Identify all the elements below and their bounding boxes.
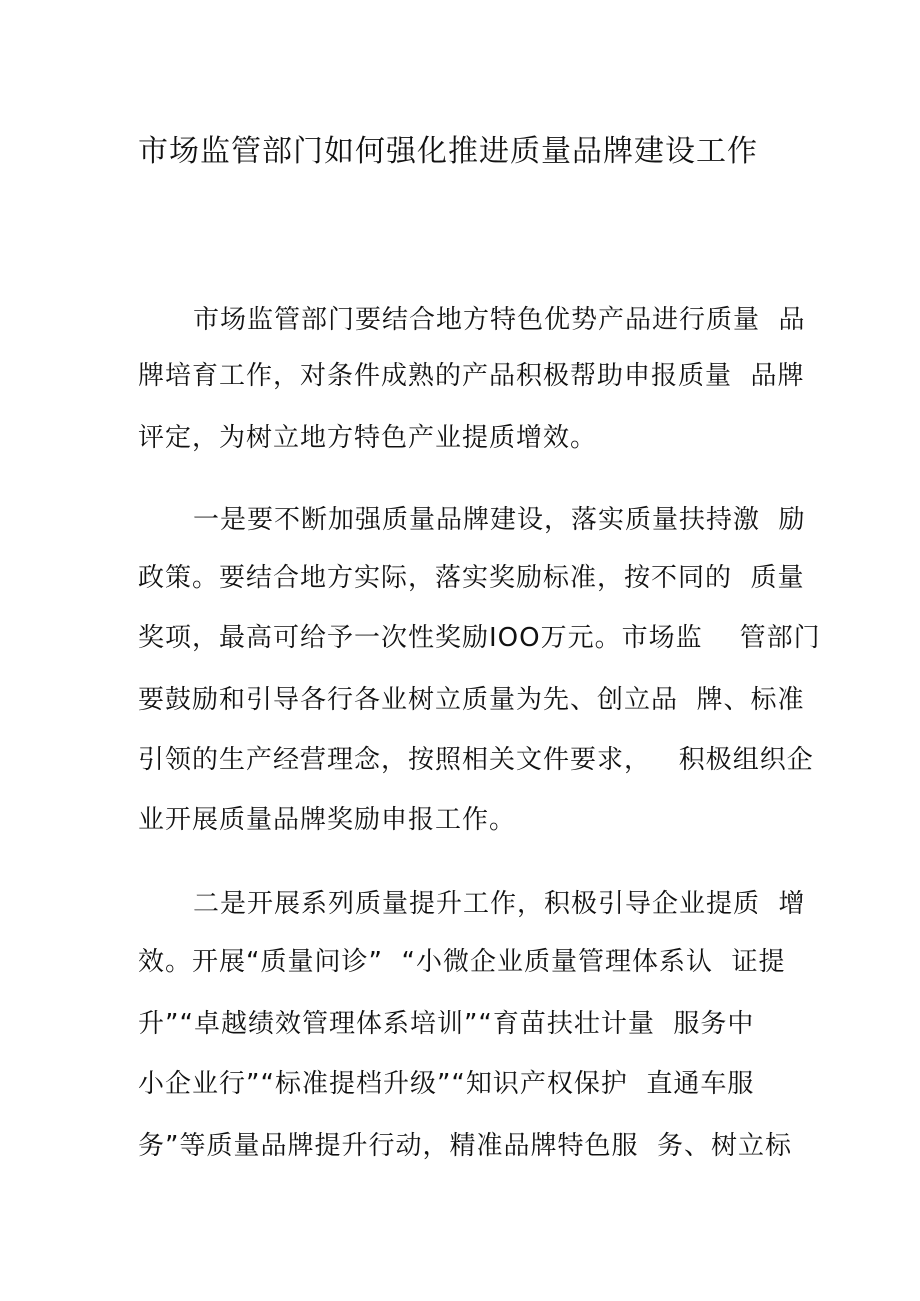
paragraph-line: 务”等质量品牌提升行动，精准品牌特色服 务、树立标	[138, 1131, 792, 1161]
paragraph-line: 效。开展“质量问诊” “小微企业质量管理体系认 证提	[138, 947, 786, 977]
paragraph-line: 引领的生产经营理念，按照相关文件要求， 积极组织企	[138, 745, 814, 775]
paragraph-line: 牌培育工作，对条件成熟的产品积极帮助申报质量 品牌	[138, 361, 805, 391]
paragraph-line: 业开展质量品牌奖励申报工作。	[138, 805, 517, 835]
paragraph-line: 小企业行”“标准提档升级”“知识产权保护 直通车服	[138, 1069, 755, 1099]
paragraph-line: 要鼓励和引导各行各业树立质量为先、创立品 牌、标准	[138, 685, 805, 715]
paragraph-line: 市场监管部门要结合地方特色优势产品进行质量 品	[193, 305, 806, 335]
paragraph-line: 政策。要结合地方实际，落实奖励标准，按不同的 质量	[138, 563, 805, 593]
paragraph-line: 奖项，最高可给予一次性奖励IOO万元。市场监 管部门	[138, 623, 821, 653]
paragraph-line: 一是要不断加强质量品牌建设，落实质量扶持激 励	[193, 505, 806, 535]
document-title: 市场监管部门如何强化推进质量品牌建设工作	[138, 134, 758, 169]
paragraph-line: 评定，为树立地方特色产业提质增效。	[138, 423, 598, 453]
paragraph-line: 二是开展系列质量提升工作，积极引导企业提质 增	[193, 889, 806, 919]
paragraph-line: 升”“卓越绩效管理体系培训”“育苗扶壮计量 服务中	[138, 1009, 755, 1039]
